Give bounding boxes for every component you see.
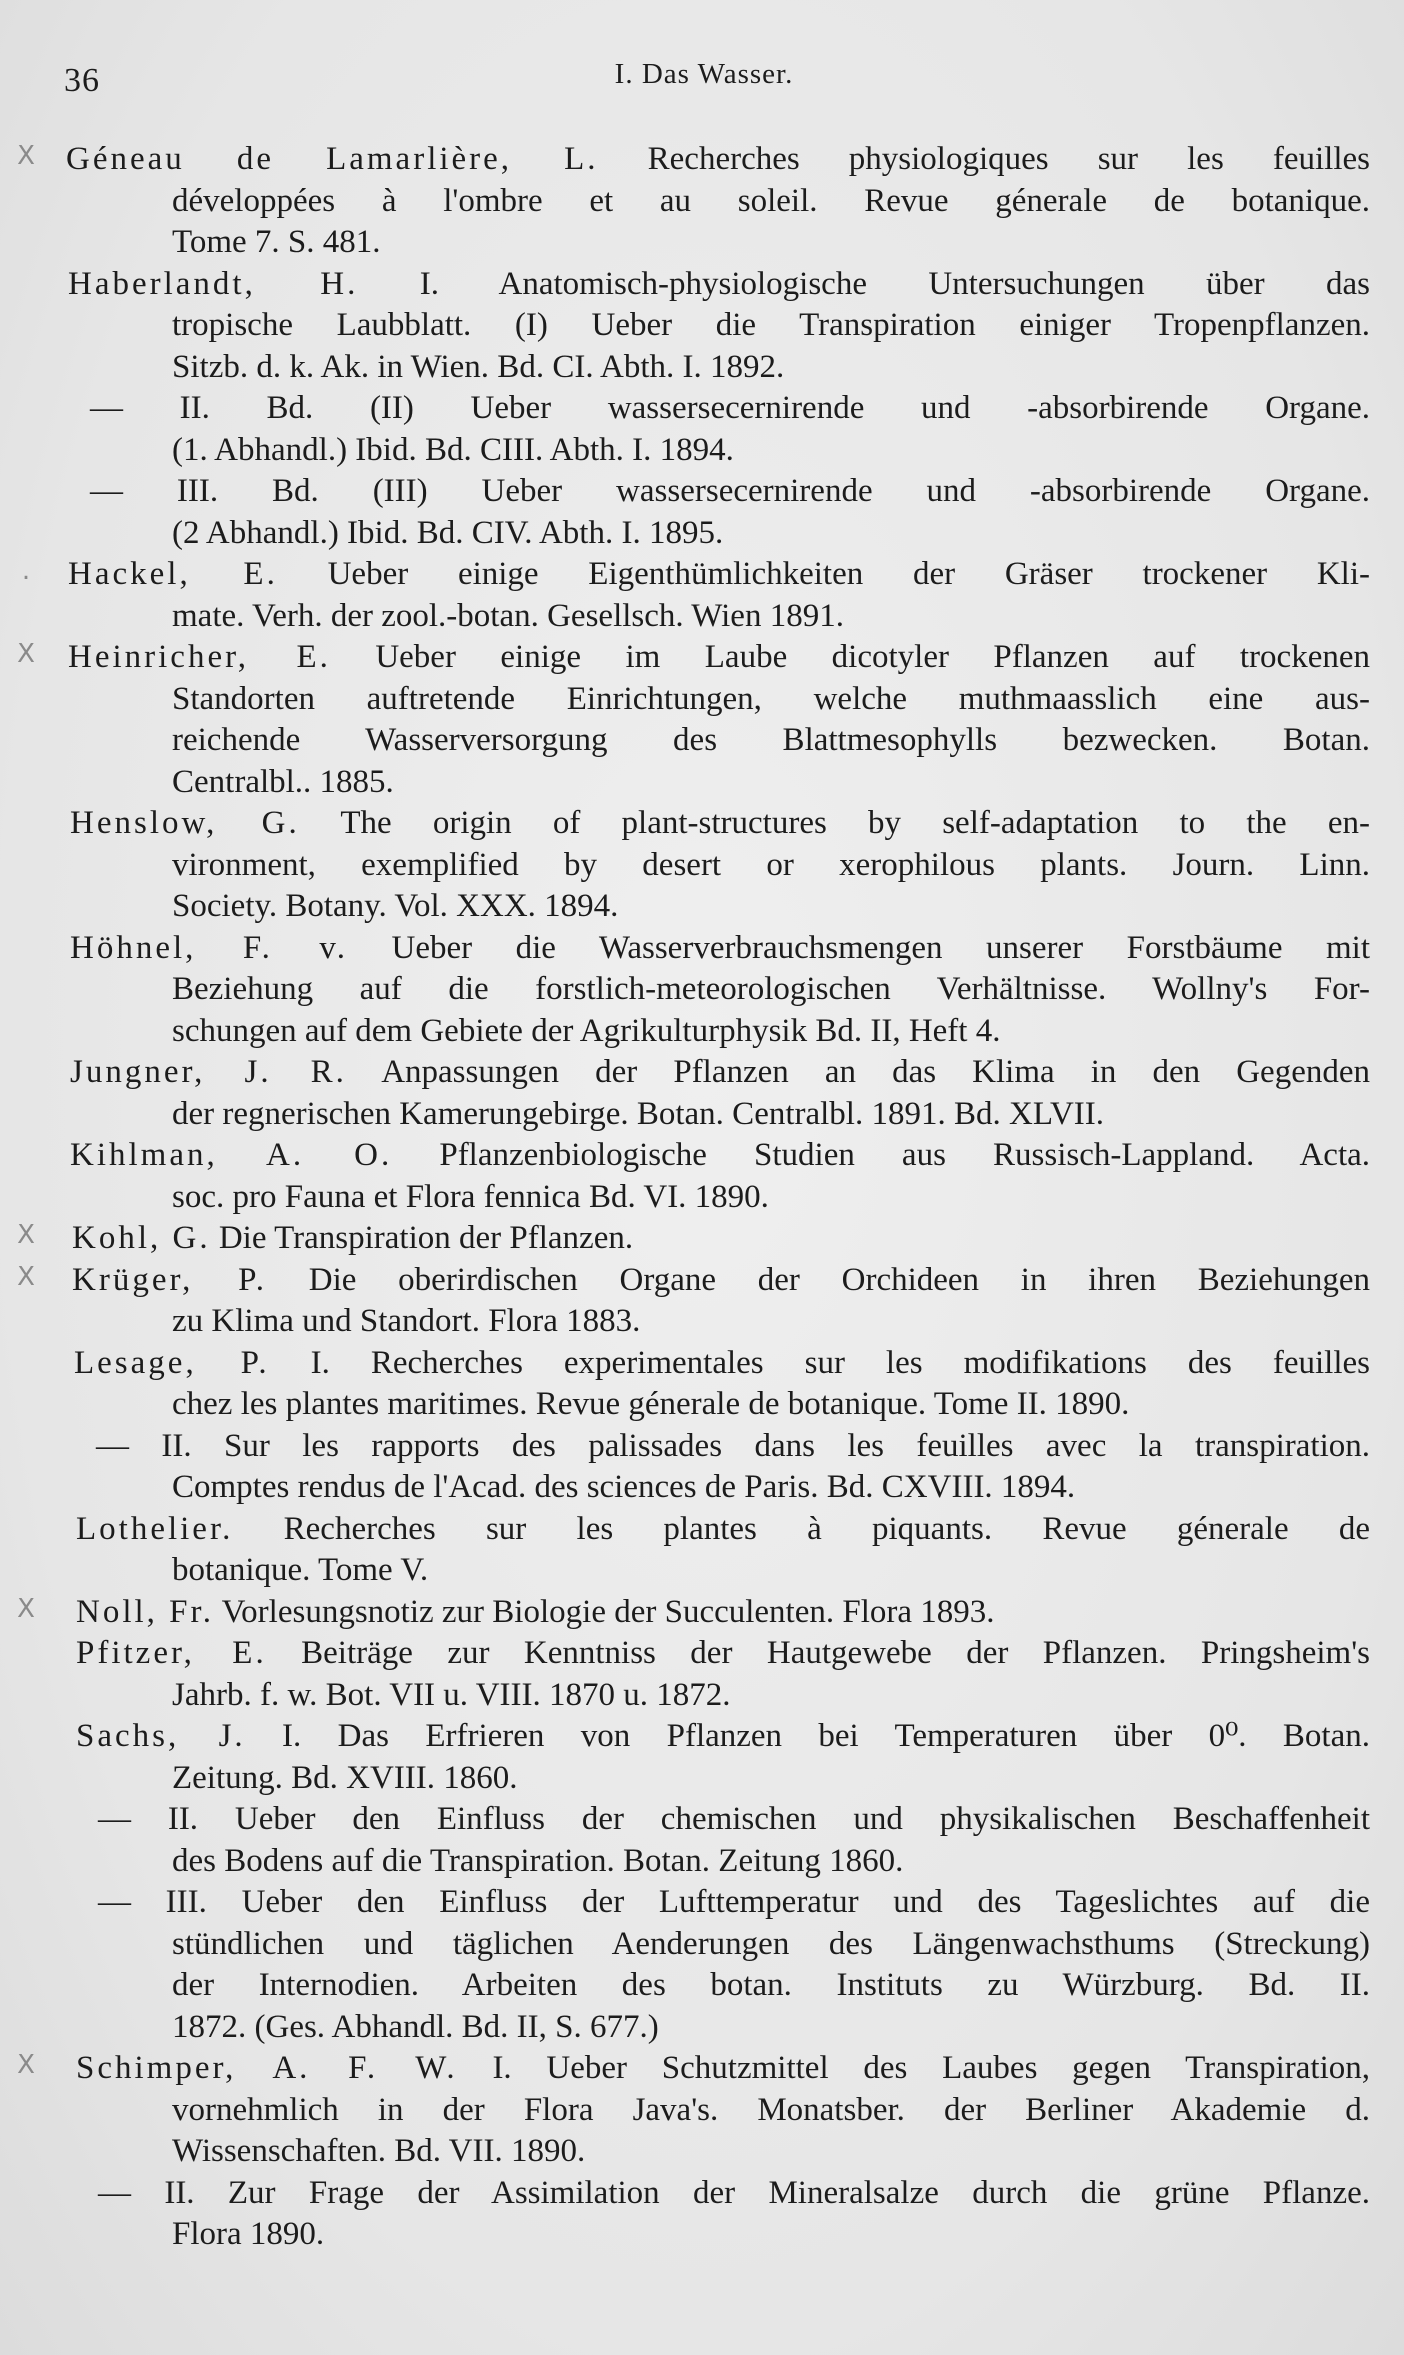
entry-text: Ueber die Wasserverbrauchsmengen unserer Forstbäume mit bbox=[391, 929, 1371, 966]
entry-text: Ueber einige Eigenthümlichkeiten der Gräser trockener Kli- bbox=[327, 556, 1371, 592]
entry-continuation-line bbox=[0, 1841, 1370, 1883]
entry-first-line bbox=[0, 1135, 1370, 1177]
bibliography-entry bbox=[0, 264, 1404, 389]
entry-text: I. Das Erfrieren von Pflanzen bei Temperaturen über 0⁰. Botan. bbox=[282, 1718, 1370, 1754]
entry-continuation-line bbox=[0, 222, 1370, 264]
bibliography-entry bbox=[0, 139, 1404, 264]
bibliography-entry bbox=[0, 1716, 1404, 1799]
entry-text: mate. Verh. der zool.-botan. Gesellsch. Wien 1891. bbox=[172, 597, 844, 634]
bibliography-entry bbox=[0, 1426, 1404, 1509]
entry-text: Wissenschaften. Bd. VII. 1890. bbox=[172, 2133, 586, 2169]
entry-text: Comptes rendus de l'Acad. des sciences de Paris. Bd. CXVIII. 1894. bbox=[172, 1469, 1076, 1505]
entry-continuation-line bbox=[0, 969, 1370, 1011]
bibliography-entry bbox=[0, 388, 1404, 471]
entry-continuation-line bbox=[0, 1011, 1370, 1053]
page-number: 36 bbox=[64, 62, 100, 99]
margin-annotation-mark: X bbox=[17, 1261, 35, 1292]
entry-text: der regnerischen Kamerungebirge. Botan. Centralbl. 1891. Bd. XLVII. bbox=[172, 1095, 1105, 1132]
bibliography-entry bbox=[0, 1882, 1404, 2048]
entry-text: — II. Zur Frage der Assimilation der Mineralsalze durch die grüne Pflanze. bbox=[98, 2174, 1370, 2211]
entry-author: Géneau de Lamarlière, L. bbox=[66, 141, 599, 177]
bibliography-entry bbox=[0, 1799, 1404, 1882]
margin-annotation-mark: X bbox=[17, 1593, 35, 1624]
bibliography-entry bbox=[0, 1343, 1404, 1426]
bibliography-list bbox=[0, 139, 1404, 2256]
entry-text: stündlichen und täglichen Aenderungen des Längenwachsthums (Streckung) bbox=[172, 1925, 1370, 1962]
entry-continuation-line bbox=[0, 1301, 1370, 1343]
entry-text: I. Recherches experimentales sur les modifikations des feuilles bbox=[310, 1344, 1370, 1381]
entry-text: Flora 1890. bbox=[172, 2216, 325, 2252]
entry-author: Kihlman, A. O. bbox=[70, 1137, 393, 1173]
entry-text: développées à l'ombre et au soleil. Revue génerale de botanique. bbox=[172, 182, 1370, 219]
entry-text: Die oberirdischen Organe der Orchideen in ihren Beziehungen bbox=[308, 1261, 1370, 1298]
entry-first-line bbox=[0, 1592, 1370, 1634]
entry-first-line bbox=[0, 1633, 1370, 1675]
entry-first-line bbox=[0, 388, 1370, 430]
entry-first-line bbox=[0, 1799, 1370, 1841]
entry-first-line bbox=[0, 637, 1370, 679]
entry-continuation-line bbox=[0, 679, 1370, 721]
entry-text: tropische Laubblatt. (I) Ueber die Transpiration einiger Tropenpflanzen. bbox=[172, 307, 1370, 343]
entry-continuation-line bbox=[0, 513, 1370, 555]
bibliography-entry bbox=[0, 803, 1404, 928]
entry-first-line bbox=[0, 264, 1370, 306]
entry-author: Lesage, P. bbox=[74, 1344, 270, 1381]
entry-continuation-line bbox=[0, 2090, 1370, 2132]
entry-author: Hackel, E. bbox=[68, 556, 278, 592]
entry-continuation-line bbox=[0, 1094, 1370, 1136]
bibliography-entry bbox=[0, 1052, 1404, 1135]
entry-text: Centralbl.. 1885. bbox=[172, 763, 394, 800]
entry-text: — II. Ueber den Einfluss der chemischen und physikalischen Beschaffenheit bbox=[98, 1801, 1370, 1837]
entry-author: Krüger, P. bbox=[72, 1261, 268, 1298]
bibliography-entry bbox=[0, 2048, 1404, 2173]
bibliography-entry bbox=[0, 1218, 1404, 1260]
entry-continuation-line bbox=[0, 1924, 1370, 1966]
entry-text: des Bodens auf die Transpiration. Botan. Zeitung 1860. bbox=[172, 1842, 904, 1879]
entry-author: Schimper, A. F. W. bbox=[76, 2050, 458, 2086]
entry-continuation-line bbox=[0, 1758, 1370, 1800]
entry-continuation-line bbox=[0, 2007, 1370, 2049]
entry-text: chez les plantes maritimes. Revue génerale de botanique. Tome II. 1890. bbox=[172, 1386, 1130, 1422]
entry-text: botanique. Tome V. bbox=[172, 1552, 429, 1588]
entry-author: Henslow, G. bbox=[70, 805, 300, 841]
bibliography-entry bbox=[0, 1135, 1404, 1218]
entry-continuation-line bbox=[0, 1177, 1370, 1219]
entry-text: vornehmlich in der Flora Java's. Monatsber. der Berliner Akademie d. bbox=[172, 2091, 1370, 2128]
entry-continuation-line bbox=[0, 305, 1370, 347]
entry-text: Tome 7. S. 481. bbox=[172, 224, 381, 260]
entry-text: Anpassungen der Pflanzen an das Klima in den Gegenden bbox=[381, 1054, 1370, 1090]
entry-continuation-line bbox=[0, 1965, 1370, 2007]
bibliography-entry bbox=[0, 1509, 1404, 1592]
entry-first-line bbox=[0, 1343, 1370, 1385]
entry-author: Höhnel, F. v. bbox=[70, 929, 348, 966]
entry-continuation-line bbox=[0, 1675, 1370, 1717]
entry-text: (2 Abhandl.) Ibid. Bd. CIV. Abth. I. 1895. bbox=[172, 514, 724, 551]
entry-text: Die Transpiration der Pflanzen. bbox=[218, 1220, 634, 1256]
entry-continuation-line bbox=[0, 720, 1370, 762]
entry-text: schungen auf dem Gebiete der Agrikulturphysik Bd. II, Heft 4. bbox=[172, 1012, 1001, 1049]
entry-first-line bbox=[0, 139, 1370, 181]
entry-text: Sitzb. d. k. Ak. in Wien. Bd. CI. Abth. I. 1892. bbox=[172, 348, 785, 385]
entry-continuation-line bbox=[0, 886, 1370, 928]
page-header bbox=[64, 56, 1344, 99]
entry-text: — III. Ueber den Einfluss der Lufttemperatur und des Tageslichtes auf die bbox=[98, 1884, 1370, 1920]
entry-author: Kohl, G. bbox=[72, 1220, 211, 1256]
bibliography-entry bbox=[0, 928, 1404, 1053]
entry-text: Society. Botany. Vol. XXX. 1894. bbox=[172, 888, 619, 924]
entry-continuation-line bbox=[0, 181, 1370, 223]
bibliography-entry bbox=[0, 1260, 1404, 1343]
entry-text: reichende Wasserversorgung des Blattmesophylls bezwecken. Botan. bbox=[172, 722, 1370, 758]
entry-continuation-line bbox=[0, 762, 1370, 804]
entry-text: Ueber einige im Laube dicotyler Pflanzen auf trockenen bbox=[375, 639, 1370, 675]
entry-text: Beiträge zur Kenntniss der Hautgewebe der Pflanzen. Pringsheim's bbox=[301, 1635, 1370, 1671]
entry-text: Zeitung. Bd. XVIII. 1860. bbox=[172, 1759, 518, 1796]
bibliography-entry bbox=[0, 2173, 1404, 2256]
entry-continuation-line bbox=[0, 1550, 1370, 1592]
entry-text: zu Klima und Standort. Flora 1883. bbox=[172, 1303, 641, 1339]
entry-first-line bbox=[0, 1882, 1370, 1924]
entry-author: Jungner, J. R. bbox=[70, 1054, 347, 1090]
entry-first-line bbox=[0, 803, 1370, 845]
entry-author: Haberlandt, H. bbox=[68, 265, 359, 302]
entry-text: Beziehung auf die forstlich-meteorologischen Verhältnisse. Wollny's For- bbox=[172, 971, 1370, 1007]
entry-continuation-line bbox=[0, 2131, 1370, 2173]
entry-first-line bbox=[0, 1260, 1370, 1302]
entry-text: vironment, exemplified by desert or xerophilous plants. Journ. Linn. bbox=[172, 846, 1370, 883]
margin-annotation-mark: . bbox=[21, 556, 31, 586]
entry-author: Sachs, J. bbox=[76, 1718, 246, 1754]
entry-text: Pflanzenbiologische Studien aus Russisch-Lappland. Acta. bbox=[439, 1137, 1371, 1173]
entry-text: soc. pro Fauna et Flora fennica Bd. VI. 1890. bbox=[172, 1178, 769, 1215]
entry-first-line bbox=[0, 2048, 1370, 2090]
margin-annotation-mark: X bbox=[17, 1220, 35, 1250]
bibliography-entry bbox=[0, 554, 1404, 637]
margin-annotation-mark: X bbox=[17, 639, 35, 669]
entry-continuation-line bbox=[0, 430, 1370, 472]
bibliography-entry bbox=[0, 1592, 1404, 1634]
entry-text: Jahrb. f. w. Bot. VII u. VIII. 1870 u. 1872. bbox=[172, 1676, 731, 1713]
entry-text: Vorlesungsnotiz zur Biologie der Succulenten. Flora 1893. bbox=[221, 1593, 995, 1630]
entry-continuation-line bbox=[0, 347, 1370, 389]
entry-first-line bbox=[0, 2173, 1370, 2215]
entry-first-line bbox=[0, 554, 1370, 596]
entry-author: Lothelier. bbox=[76, 1510, 234, 1547]
entry-text: The origin of plant-structures by self-adaptation to the en- bbox=[340, 805, 1371, 841]
entry-continuation-line bbox=[0, 1384, 1370, 1426]
entry-text: — II. Bd. (II) Ueber wassersecernirende und -absorbirende Organe. bbox=[90, 390, 1370, 426]
margin-annotation-mark: X bbox=[17, 141, 35, 171]
entry-text: 1872. (Ges. Abhandl. Bd. II, S. 677.) bbox=[172, 2008, 659, 2045]
entry-text: Recherches sur les plantes à piquants. Revue génerale de bbox=[283, 1510, 1371, 1547]
entry-first-line bbox=[0, 1509, 1370, 1551]
entry-continuation-line bbox=[0, 2214, 1370, 2256]
running-head: I. Das Wasser. bbox=[614, 58, 794, 90]
entry-first-line bbox=[0, 1716, 1370, 1758]
entry-first-line bbox=[0, 1052, 1370, 1094]
entry-first-line bbox=[0, 471, 1370, 513]
entry-text: Recherches physiologiques sur les feuilles bbox=[647, 141, 1370, 177]
entry-continuation-line bbox=[0, 1467, 1370, 1509]
bibliography-entry bbox=[0, 637, 1404, 803]
entry-first-line bbox=[0, 928, 1370, 970]
bibliography-entry bbox=[0, 1633, 1404, 1716]
entry-author: Noll, Fr. bbox=[76, 1593, 214, 1630]
entry-author: Heinricher, E. bbox=[68, 639, 331, 675]
margin-annotation-mark: X bbox=[17, 2050, 35, 2080]
entry-text: Standorten auftretende Einrichtungen, welche muthmaasslich eine aus- bbox=[172, 680, 1370, 717]
entry-first-line bbox=[0, 1426, 1370, 1468]
entry-text: I. Ueber Schutzmittel des Laubes gegen Transpiration, bbox=[492, 2050, 1370, 2086]
entry-first-line bbox=[0, 1218, 1370, 1260]
entry-text: der Internodien. Arbeiten des botan. Instituts zu Würzburg. Bd. II. bbox=[172, 1967, 1370, 2003]
entry-text: (1. Abhandl.) Ibid. Bd. CIII. Abth. I. 1894. bbox=[172, 431, 734, 468]
entry-text: I. Anatomisch-physiologische Untersuchungen über das bbox=[419, 265, 1371, 302]
entry-text: — III. Bd. (III) Ueber wassersecernirende und -absorbirende Organe. bbox=[90, 473, 1370, 509]
entry-continuation-line bbox=[0, 596, 1370, 638]
entry-author: Pfitzer, E. bbox=[76, 1635, 267, 1671]
bibliography-entry bbox=[0, 471, 1404, 554]
entry-continuation-line bbox=[0, 845, 1370, 887]
entry-text: — II. Sur les rapports des palissades dans les feuilles avec la transpiration. bbox=[96, 1427, 1370, 1464]
